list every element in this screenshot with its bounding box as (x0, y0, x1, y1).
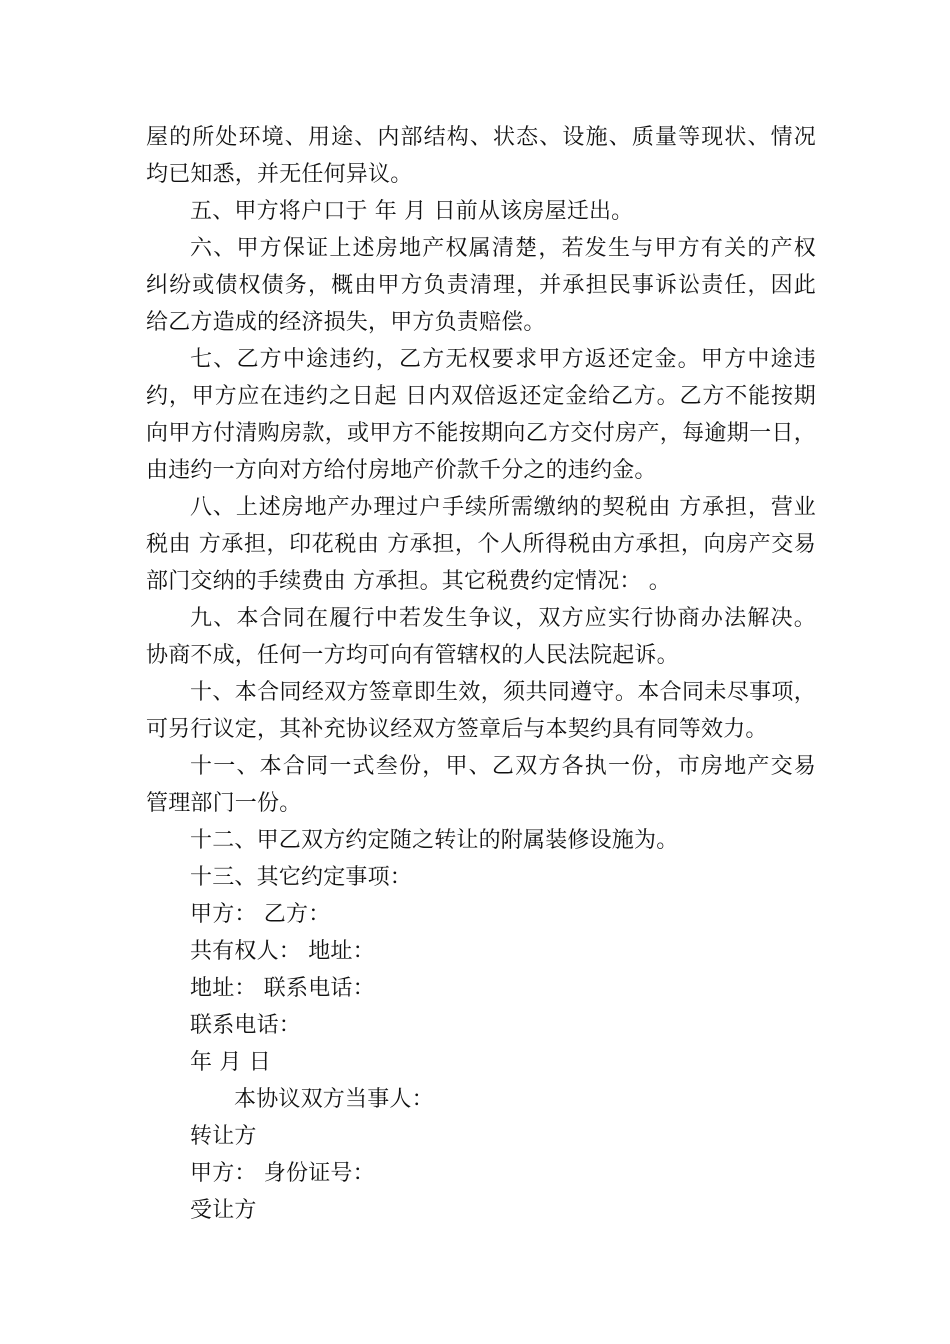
parties-heading: 本协议双方当事人： (234, 1087, 434, 1112)
text-line: 给乙方造成的经济损失，甲方负责赔偿。 (146, 310, 546, 335)
text-line: 管理部门一份。 (146, 791, 302, 816)
party-a-id-line: 甲方： 身份证号： (190, 1161, 375, 1186)
text-line: 屋的所处环境、用途、内部结构、状态、设施、质量等现状、情况 (146, 125, 816, 150)
transferor-label: 转让方 (190, 1124, 257, 1149)
clause-13: 十三、其它约定事项： (190, 865, 413, 890)
clause-11: 十一、本合同一式叁份，甲、乙双方各执一份，市房地产交易 (190, 754, 816, 779)
clause-8: 八、上述房地产办理过户手续所需缴纳的契税由 方承担，营业 (190, 495, 816, 520)
phone-line: 联系电话： (190, 1013, 302, 1038)
clause-5: 五、甲方将户口于 年 月 日前从该房屋迁出。 (190, 199, 634, 224)
text-line: 协商不成，任何一方均可向有管辖权的人民法院起诉。 (146, 643, 679, 668)
address-phone-line: 地址： 联系电话： (190, 976, 375, 1001)
text-line: 均已知悉，并无任何异议。 (146, 162, 413, 187)
text-line: 部门交纳的手续费由 方承担。其它税费约定情况： 。 (146, 569, 671, 594)
signature-party-line: 甲方： 乙方： (190, 902, 331, 927)
text-line: 纠纷或债权债务，概由甲方负责清理，并承担民事诉讼责任，因此 (146, 273, 816, 298)
text-line: 约，甲方应在违约之日起 日内双倍返还定金给乙方。乙方不能按期 (146, 384, 816, 409)
date-line: 年 月 日 (190, 1050, 271, 1075)
transferee-label: 受让方 (190, 1198, 257, 1223)
clause-9: 九、本合同在履行中若发生争议，双方应实行协商办法解决。 (190, 606, 816, 631)
clause-6: 六、甲方保证上述房地产权属清楚，若发生与甲方有关的产权 (190, 236, 816, 261)
clause-7: 七、乙方中途违约，乙方无权要求甲方返还定金。甲方中途违 (190, 347, 816, 372)
contract-body (146, 119, 816, 1229)
clause-12: 十二、甲乙双方约定随之转让的附属装修设施为。 (190, 828, 679, 853)
clause-10: 十、本合同经双方签章即生效，须共同遵守。本合同未尽事项， (190, 680, 816, 705)
text-line: 由违约一方向对方给付房地产价款千分之的违约金。 (146, 458, 657, 483)
co-owner-address-line: 共有权人： 地址： (190, 939, 375, 964)
text-line: 税由 方承担，印花税由 方承担，个人所得税由方承担，向房产交易 (146, 532, 816, 557)
text-line: 向甲方付清购房款，或甲方不能按期向乙方交付房产，每逾期一日， (146, 421, 816, 446)
text-line: 可另行议定，其补充协议经双方签章后与本契约具有同等效力。 (146, 717, 768, 742)
